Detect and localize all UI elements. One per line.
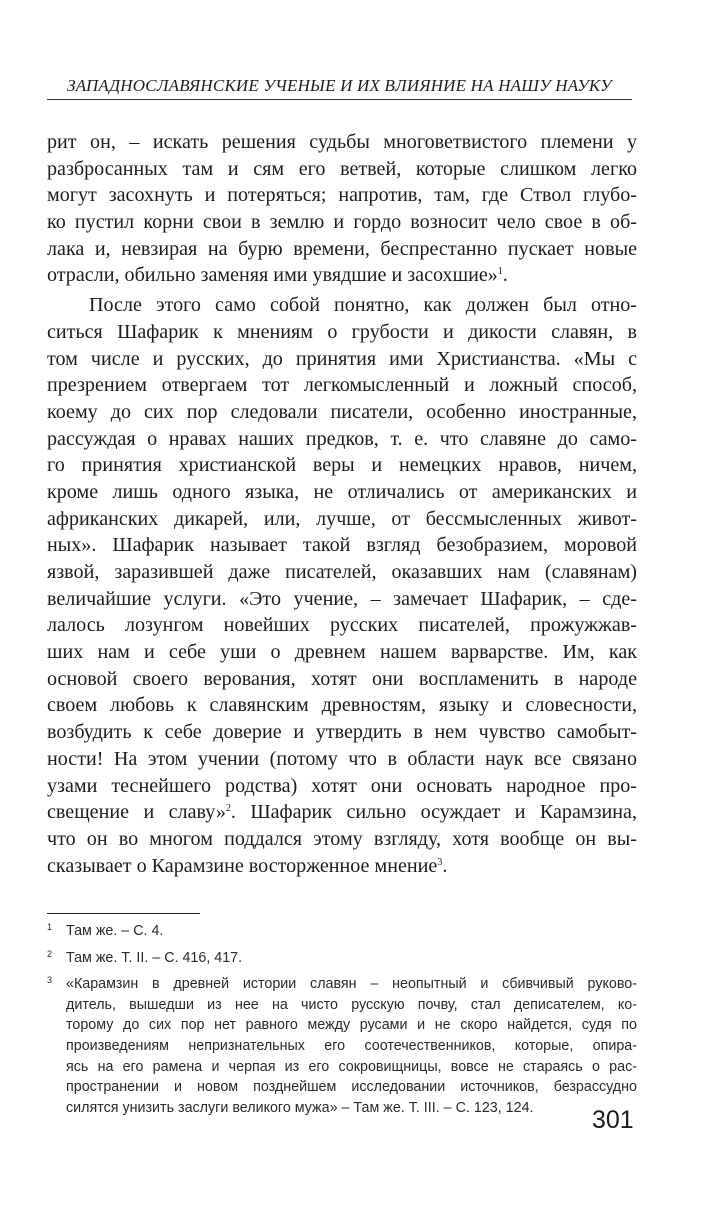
text-line: отрасли, обильно заменяя ими увядшие и засохшие»$^1$. [47, 264, 508, 287]
footnote-line: ясь на его рамена и черпая из его сокровищницы, вовсе не стараясь о рас- [66, 1058, 637, 1075]
footnote-ref-2: 2 [225, 803, 231, 815]
footnote-number: 3 [47, 975, 53, 986]
text-line: лака и, невзирая на бурю времени, беспрестанно пускает новые [47, 237, 637, 260]
text-line: коему до сих пор следовали писатели, особенно иностранные, [47, 400, 637, 423]
footnote-number: 2 [47, 948, 53, 959]
footnote-line: произведениям непризнательных его соотечественников, которые, опира- [66, 1037, 637, 1054]
text-line: возбудить к себе доверие и утвердить в нем чувство самобыт- [47, 721, 637, 744]
text-line-content: отрасли, обильно заменяя ими увядшие и засохшие» [47, 264, 498, 287]
text-line: го принятия христианской веры и немецких нравов, ничем, [47, 454, 637, 477]
text-line: ситься Шафарик к мнениям о грубости и дикости славян, в [47, 320, 637, 343]
text-line: основой своего верования, хотят они воспламенить в народе [47, 667, 637, 690]
text-line: африканских дикарей, или, лучше, от бессмысленных живот- [47, 507, 637, 530]
text-line: рассуждая о нравах наших предков, т. е. что славяне до само- [47, 427, 637, 450]
text-line: язвой, заразившей даже писателей, оказавших нам (славянам) [47, 561, 637, 583]
text-line: ших нам и себе уши о древнем нашем варварстве. Им, как [47, 641, 637, 664]
text-line: презрением отвергаем тот легкомысленный и ложный способ, [47, 374, 637, 397]
running-head-rule [47, 99, 632, 100]
text-line: ности! На этом учении (потому что в области наук все связано [47, 747, 637, 770]
text-line: После этого само собой понятно, как должен был отно- [89, 294, 637, 317]
footnote-ref-3: 3 [437, 856, 443, 868]
footnote-1 [47, 921, 637, 942]
text-line: что он во многом поддался этому взгляду, хотя вообще он вы- [47, 827, 637, 850]
footnote-line: Там же. – С. 4. [66, 923, 164, 939]
footnote-line: торому до сих пор нет равного между русами и не скоро найдется, судя по [66, 1017, 637, 1034]
text-line: ных». Шафарик называет такой взгляд безобразием, моровой [47, 534, 637, 557]
text-line-part: . Шафарик сильно осуждает и Карамзина, [230, 801, 638, 824]
text-line: своем любовь к славянским древностям, языку и словесности, [47, 694, 637, 717]
text-line: лалось лозунгом новейших русских писателей, прожужжав- [47, 614, 637, 637]
footnote-line: Там же. Т. II. – С. 416, 417. [66, 949, 243, 966]
text-line: могут засохнуть и потеряться; напротив, там, где Ствол глубо- [47, 184, 637, 207]
footnote-rule [47, 913, 200, 914]
paragraph-1 [47, 129, 637, 289]
text-line: сказывает о Карамзине восторженное мнение$^3$. [47, 854, 448, 877]
text-line: кроме лишь одного языка, не отличались от американских и [47, 480, 637, 503]
text-line-part: свещение и славу» [47, 801, 226, 824]
text-line: разбросанных там и сям его ветвей, которые слишком легко [47, 157, 637, 180]
text-line: том числе и русских, до принятия ими Христианства. «Мы с [47, 347, 637, 370]
page-number: 301 [592, 1106, 634, 1134]
footnote-2 [47, 948, 637, 969]
body-text [47, 129, 637, 879]
footnote-line: силятся унизить заслуги великого мужа» – Там же. Т. III. – С. 123, 124. [66, 1099, 534, 1116]
footnote-3 [47, 974, 637, 1118]
text-line: величайшие услуги. «Это учение, – замечает Шафарик, – сде- [47, 587, 637, 610]
footnotes [47, 921, 637, 1118]
footnote-line: дитель, вышедши из нее на чисто русскую почву, стал деписателем, ко- [66, 996, 637, 1013]
footnote-line: пространении и новом позднейшем исследовании источников, безрассудно [66, 1079, 637, 1096]
text-line [47, 799, 637, 826]
text-line-content: сказывает о Карамзине восторженное мнение [47, 854, 438, 877]
text-line: узами теснейшего родства) хотят они основать народное про- [47, 774, 637, 797]
paragraph-2 [47, 292, 637, 879]
running-head: ЗАПАДНОСЛАВЯНСКИЕ УЧЕНЫЕ И ИХ ВЛИЯНИЕ НА НАШУ НАУКУ [67, 76, 612, 95]
text-line: ко пустил корни свои в землю и гордо возносит чело свое в об- [47, 211, 637, 234]
footnote-number: 1 [47, 922, 53, 932]
footnote-ref-1: 1 [497, 266, 503, 278]
footnote-line: «Карамзин в древней истории славян – неопытный и сбивчивый руково- [66, 976, 637, 993]
text-line: рит он, – искать решения судьбы многоветвистого племени у [47, 131, 637, 153]
